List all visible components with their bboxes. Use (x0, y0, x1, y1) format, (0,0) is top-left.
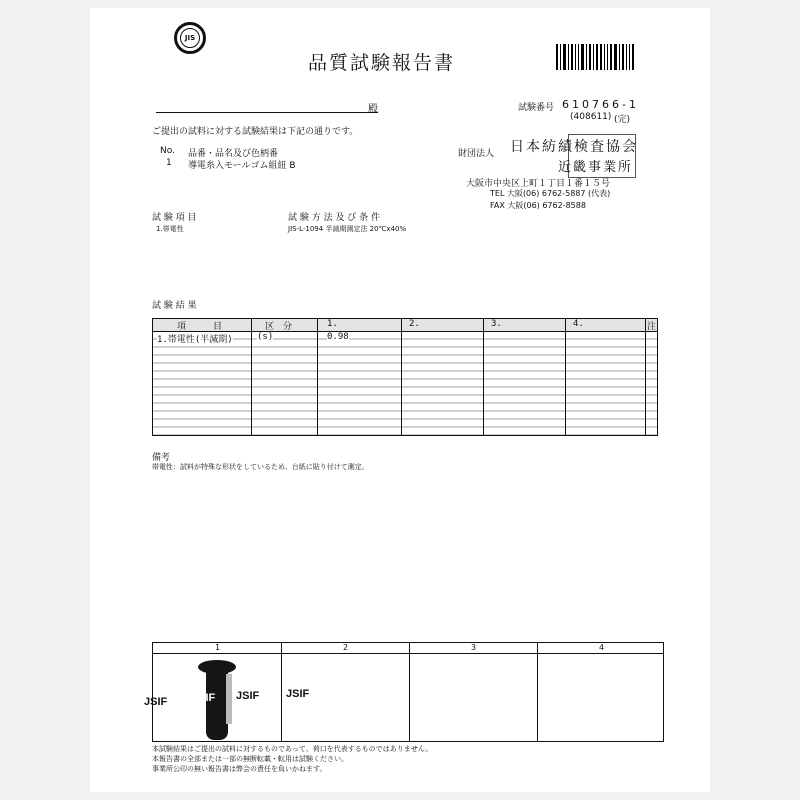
col-header-item: 項 目 (177, 322, 223, 332)
col-divider (537, 643, 538, 741)
col-header-unit: 区 分 (265, 322, 293, 332)
col-divider (409, 643, 410, 741)
test-item-heading: 試 験 項 目 (152, 213, 197, 223)
results-heading: 試 験 結 果 (152, 301, 197, 311)
col-divider (401, 319, 402, 435)
jsif-watermark: JSIF (144, 696, 168, 708)
footer-line-2: 本報告書の全部または一部の無断転載・転用は試験ください。 (152, 755, 348, 763)
addressee-suffix: 殿 (368, 104, 378, 115)
jsif-watermark: JSIF (236, 690, 260, 702)
jis-logo (174, 22, 206, 54)
tel: TEL 大阪(06) 6762-5887 (代表) (490, 189, 611, 198)
col-divider (317, 319, 318, 435)
sample-mount-header (153, 643, 663, 654)
document-title: 品質試験報告書 (308, 52, 456, 74)
test-no-label: 試験番号 (518, 103, 555, 113)
col-divider (483, 319, 484, 435)
col-header-4: 4. (573, 319, 584, 329)
test-method-heading: 試 験 方 法 及 び 条 件 (288, 213, 381, 223)
sample-col-4: 4 (599, 643, 605, 652)
jsif-watermark: JSIF (286, 688, 310, 700)
sample-no-label: No. (160, 146, 175, 156)
org-name: 日本紡績検査協会 (510, 139, 638, 155)
results-table (152, 318, 658, 436)
sample-name-label: 品番・品名及び色柄番 (188, 149, 279, 159)
test-method: JIS-L-1094 半減期測定法 20℃x40% (288, 225, 407, 233)
remarks-text: 帯電性：試料が特殊な形状をしているため、台紙に貼り付けて測定。 (152, 463, 369, 471)
org-prefix: 財団法人 (458, 149, 495, 159)
col-header-3: 3. (491, 319, 502, 329)
col-header-note: 注 (647, 322, 657, 332)
sample-col-1: 1 (215, 643, 221, 652)
result-value-1: 0.98 (327, 332, 349, 342)
result-unit: (s) (257, 332, 274, 342)
remarks-heading: 備考 (152, 453, 171, 463)
address: 大阪市中央区上町１丁目１番１５号 (466, 179, 611, 189)
sample-col-3: 3 (471, 643, 477, 652)
sample-no: 1 (166, 158, 172, 168)
col-divider (565, 319, 566, 435)
col-header-2: 2. (409, 319, 420, 329)
addressee-line (156, 112, 378, 113)
col-header-1: 1. (327, 319, 338, 329)
fax: FAX 大阪(06) 6762-8588 (490, 201, 586, 210)
sub-no: (408611) (570, 112, 612, 122)
branch-name: 近畿事業所 (558, 160, 634, 175)
col-divider (281, 643, 282, 741)
footer-line-1: 本試験結果はご提出の試料に対するものであって、荷口を代表するものではありません。 (152, 745, 433, 753)
jsif-watermark: JSIF (192, 692, 216, 704)
jis-logo-text: JIS (180, 28, 200, 48)
complete-mark: (完) (614, 115, 631, 125)
test-item: 1.帯電性 (156, 225, 184, 233)
sample-name: 導電糸入モールゴム組紐 B (188, 161, 296, 171)
sample-swatch-highlight (226, 674, 232, 724)
test-no: 610766-1 (562, 98, 639, 111)
result-item: 1.帯電性(半減期) (157, 332, 233, 345)
col-divider (645, 319, 646, 435)
col-divider (251, 319, 252, 435)
barcode (556, 44, 636, 70)
intro-text: ご提出の試料に対する試験結果は下記の通りです。 (152, 127, 359, 137)
footer-line-3: 事業所公印の無い報告書は弊会の責任を負いかねます。 (152, 765, 327, 773)
sample-col-2: 2 (343, 643, 349, 652)
